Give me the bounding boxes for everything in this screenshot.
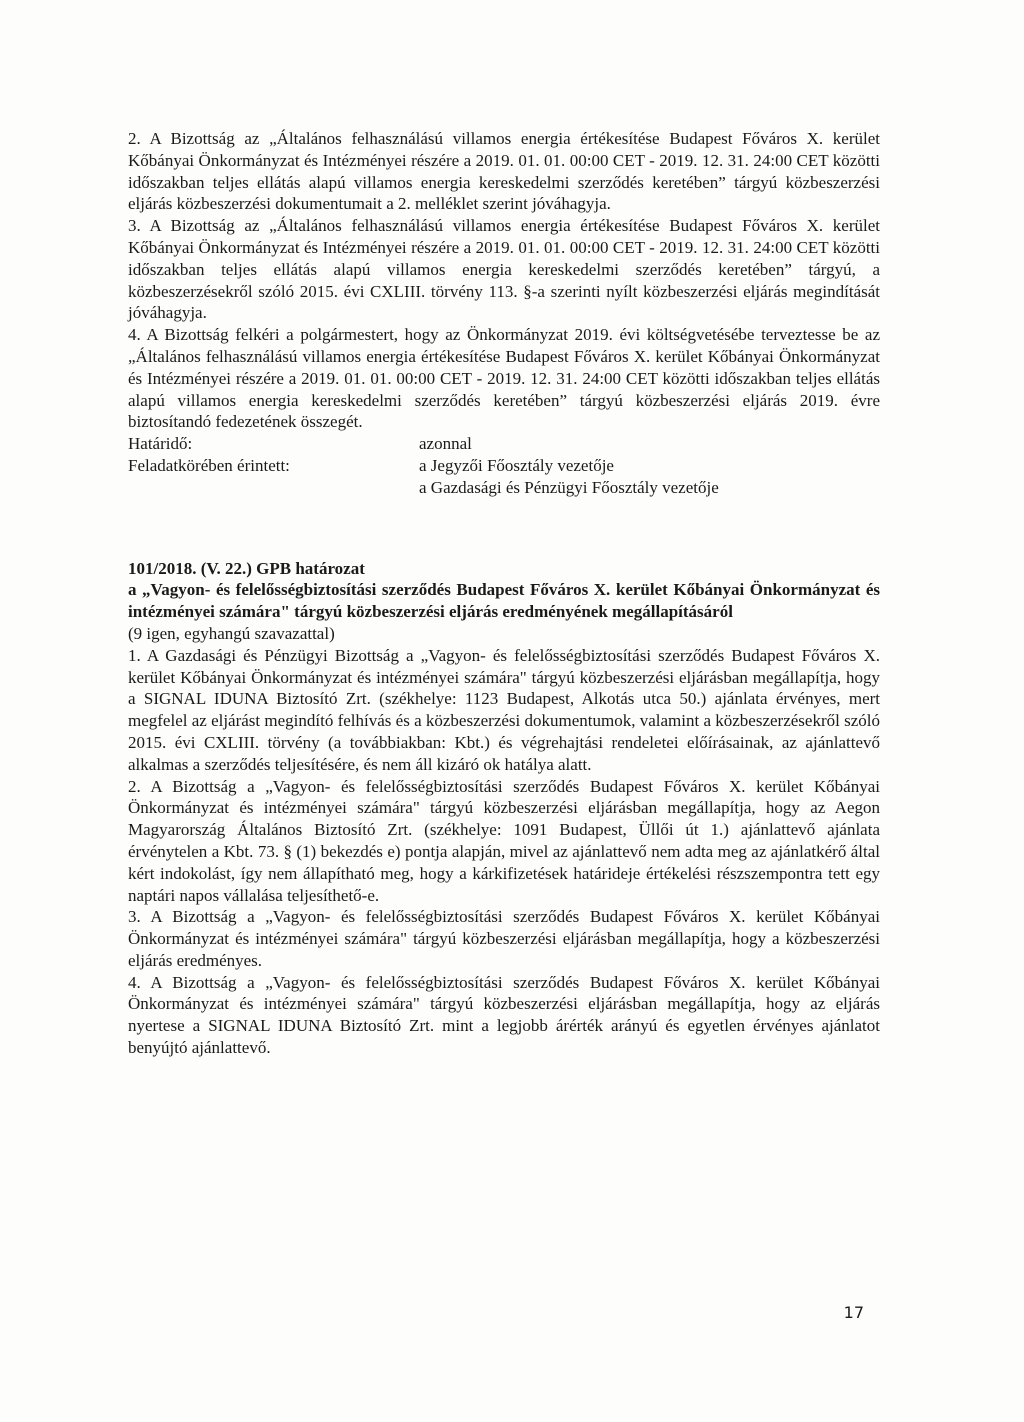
- decision-item-2: 2. A Bizottság az „Általános felhasználású villamos energia értékesítése Budapest Főváros X. kerület Kőbányai Önkormányzat és Intézményei részére a 2019. 01. 01. 00:00 CET - 2019. 12. 31. 24:00 CET közötti időszakban teljes ellátás alapú villamos energia kereskedelmi szerződés keretében” tárgyú közbeszerzési eljárás közbeszerzési dokumentumait a 2. melléklet szerint jóváhagyja.: [128, 129, 880, 214]
- document-body: [128, 128, 880, 1059]
- responsible-value-1: a Jegyzői Főosztály vezetője: [419, 455, 614, 475]
- resolution-item-3: 3. A Bizottság a „Vagyon- és felelősségbiztosítási szerződés Budapest Főváros X. kerület Kőbányai Önkormányzat és intézményei számára" tárgyú közbeszerzési eljárásban megállapítja, hogy a közbeszerzési eljárás eredményes.: [128, 907, 880, 970]
- deadline-label: Határidő:: [128, 434, 193, 454]
- resolution-number: 101/2018. (V. 22.) GPB határozat: [128, 558, 365, 578]
- resolution-item-4: 4. A Bizottság a „Vagyon- és felelősségbiztosítási szerződés Budapest Főváros X. kerület Kőbányai Önkormányzat és intézményei számára" tárgyú közbeszerzési eljárásban megállapítja, hogy az eljárás nyertese a SIGNAL IDUNA Biztosító Zrt. mint a legjobb árérték arányú és egyetlen érvényes ajánlatot benyújtó ajánlattevő.: [128, 972, 880, 1058]
- resolution-section: [128, 558, 880, 1059]
- deadline-row: [128, 433, 880, 455]
- responsible-row: [128, 455, 880, 477]
- decision-item-4: 4. A Bizottság felkéri a polgármestert, hogy az Önkormányzat 2019. évi költségvetésébe terveztesse be az „Általános felhasználású villamos energia értékesítése Budapest Főváros X. kerület Kőbányai Önkormányzat és Intézményei részére a 2019. 01. 01. 00:00 CET - 2019. 12. 31. 24:00 CET közötti időszakban teljes ellátás alapú villamos energia kereskedelmi szerződés keretében” tárgyú közbeszerzési eljárás 2019. évre biztosítandó fedezetének összegét.: [128, 325, 880, 432]
- resolution-title: a „Vagyon- és felelősségbiztosítási szerződés Budapest Főváros X. kerület Kőbányai Önkormányzat és intézményei számára" tárgyú közbeszerzési eljárás eredményének megállapításáról: [128, 580, 880, 622]
- responsible-label: Feladatkörében érintett:: [128, 455, 290, 475]
- resolution-item-1: 1. A Gazdasági és Pénzügyi Bizottság a „Vagyon- és felelősségbiztosítási szerződés Budapest Főváros X. kerület Kőbányai Önkormányzat és intézményei számára" tárgyú közbeszerzési eljárásban megállapítja, hogy a SIGNAL IDUNA Biztosító Zrt. (székhelye: 1123 Budapest, Alkotás utca 50.) ajánlata érvényes, mert megfelel az eljárást megindító felhívás és a közbeszerzési dokumentumok, valamint a közbeszerzésekről szóló 2015. évi CXLIII. törvény (a továbbiakban: Kbt.) és végrehajtási rendeletei előírásainak, az ajánlattevő alkalmas a szerződés teljesítésére, és nem áll kizáró ok hatálya alatt.: [128, 645, 880, 774]
- page-number: 17: [843, 1303, 864, 1322]
- responsible-row-2: [128, 477, 880, 499]
- vote-result: (9 igen, egyhangú szavazattal): [128, 623, 335, 643]
- responsible-value-2: a Gazdasági és Pénzügyi Főosztály vezetője: [419, 477, 719, 497]
- decision-item-3: 3. A Bizottság az „Általános felhasználású villamos energia értékesítése Budapest Főváros X. kerület Kőbányai Önkormányzat és Intézményei részére a 2019. 01. 01. 00:00 CET - 2019. 12. 31. 24:00 CET közötti időszakban teljes ellátás alapú villamos energia kereskedelmi szerződés keretében” tárgyú, a közbeszerzésekről szóló 2015. évi CXLIII. törvény 113. §-a szerinti nyílt közbeszerzési eljárás megindítását jóváhagyja.: [128, 216, 880, 323]
- resolution-item-2: 2. A Bizottság a „Vagyon- és felelősségbiztosítási szerződés Budapest Főváros X. kerület Kőbányai Önkormányzat és intézményei számára" tárgyú közbeszerzési eljárásban megállapítja, hogy az Aegon Magyarország Általános Biztosító Zrt. (székhelye: 1091 Budapest, Üllői út 1.) ajánlattevő ajánlata érvénytelen a Kbt. 73. § (1) bekezdés e) pontja alapján, mivel az ajánlattevő nem adta meg az ajánlatkérő által kért indokolást, így nem állapítható meg, hogy a kárkifizetések határideje értékelési részszempontra tett egy naptári napos vállalása teljesíthető-e.: [128, 776, 880, 905]
- deadline-value: azonnal: [419, 434, 472, 454]
